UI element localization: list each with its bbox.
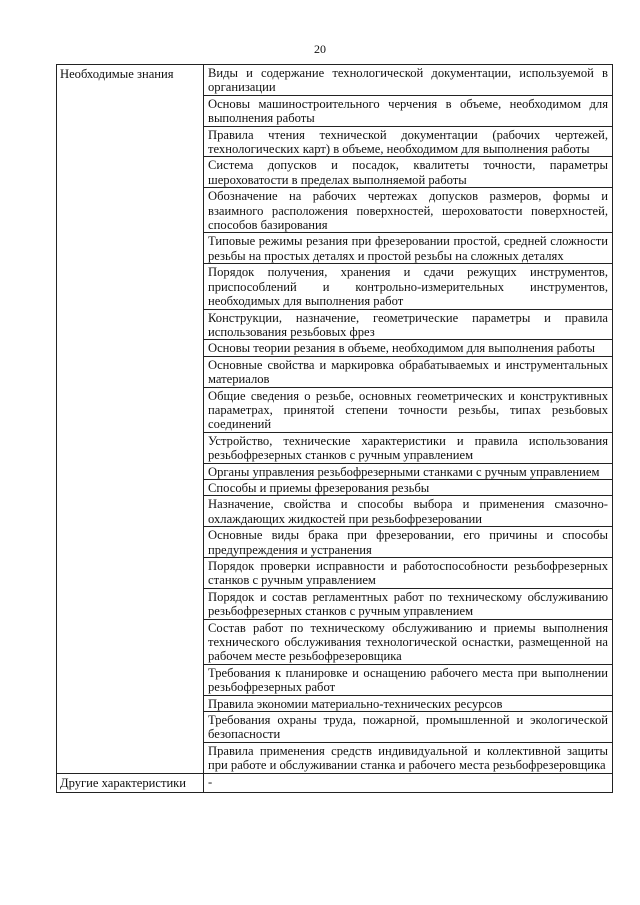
requirements-table [56,64,613,793]
knowledge-item: Назначение, свойства и способы выбора и применения смазочно-охлаждающих жидкостей при резьбофрезеровании [204,496,612,527]
knowledge-item: Типовые режимы резания при фрезеровании простой, средней сложности резьбы на простых деталях и простой резьбы на сложных деталях [204,233,612,264]
page-number: 20 [314,42,326,56]
knowledge-item: Порядок получения, хранения и сдачи режущих инструментов, приспособлений и контрольно-измерительных инструментов, необходимых для выполнения работ [204,264,612,309]
knowledge-item: Общие сведения о резьбе, основных геометрических и конструктивных параметрах, принятой степени точности резьбы, типах резьбовых соединений [204,388,612,433]
knowledge-item: Обозначение на рабочих чертежах допусков размеров, формы и взаимного расположения поверхностей, шероховатости поверхностей, способов базирования [204,188,612,233]
knowledge-item: Система допусков и посадок, квалитеты точности, параметры шероховатости в пределах выполняемой работы [204,157,612,188]
required-knowledge-label: Необходимые знания [57,65,204,774]
other-characteristics-value: - [204,773,613,792]
knowledge-item: Порядок проверки исправности и работоспособности резьбофрезерных станков с ручным управлением [204,558,612,589]
knowledge-item: Основы теории резания в объеме, необходимом для выполнения работы [204,340,612,356]
required-knowledge-items [204,65,613,774]
knowledge-item: Способы и приемы фрезерования резьбы [204,480,612,496]
knowledge-item: Состав работ по техническому обслуживанию и приемы выполнения технического обслуживания технологической оснастки, размещенной на рабочем месте резьбофрезеровщика [204,620,612,665]
other-characteristics-row [57,773,613,792]
other-characteristics-label: Другие характеристики [57,773,204,792]
knowledge-item: Требования к планировке и оснащению рабочего места при выполнении резьбофрезерных работ [204,665,612,696]
knowledge-item: Основные виды брака при фрезеровании, его причины и способы предупреждения и устранения [204,527,612,558]
required-knowledge-row [57,65,613,774]
knowledge-item: Порядок и состав регламентных работ по техническому обслуживанию резьбофрезерных станков с ручным управлением [204,589,612,620]
knowledge-item: Правила экономии материально-технических ресурсов [204,696,612,712]
knowledge-item: Органы управления резьбофрезерными станками с ручным управлением [204,464,612,480]
knowledge-item: Виды и содержание технологической документации, используемой в организации [204,65,612,96]
knowledge-item: Требования охраны труда, пожарной, промышленной и экологической безопасности [204,712,612,743]
knowledge-item: Правила чтения технической документации (рабочих чертежей, технологических карт) в объеме, необходимом для выполнения работы [204,127,612,158]
knowledge-item: Основные свойства и маркировка обрабатываемых и инструментальных материалов [204,357,612,388]
knowledge-item: Основы машиностроительного черчения в объеме, необходимом для выполнения работы [204,96,612,127]
knowledge-item: Устройство, технические характеристики и правила использования резьбофрезерных станков с ручным управлением [204,433,612,464]
knowledge-item: Конструкции, назначение, геометрические параметры и правила использования резьбовых фрез [204,310,612,341]
knowledge-item: Правила применения средств индивидуальной и коллективной защиты при работе и обслуживании станка и рабочего места резьбофрезеровщика [208,743,608,773]
